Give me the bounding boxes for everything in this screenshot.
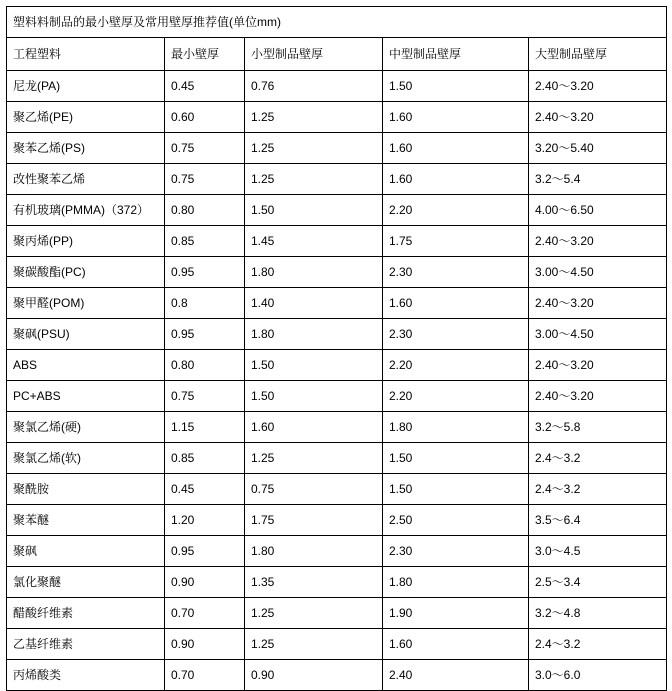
- table-row: [7, 257, 667, 288]
- cell-large: 2.4～3.2: [529, 443, 667, 474]
- cell-min: 0.70: [165, 598, 245, 629]
- table-row: [7, 629, 667, 660]
- cell-large: 3.00～4.50: [529, 257, 667, 288]
- cell-medium: 2.20: [383, 381, 529, 412]
- cell-min: 0.60: [165, 102, 245, 133]
- cell-large: 3.5～6.4: [529, 505, 667, 536]
- cell-small: 1.80: [245, 257, 383, 288]
- table-row: [7, 381, 667, 412]
- table-row: [7, 226, 667, 257]
- table-row: [7, 319, 667, 350]
- cell-material: 聚碳酸酯(PC): [7, 257, 165, 288]
- column-header-material: 工程塑料: [7, 38, 165, 71]
- cell-large: 2.40～3.20: [529, 102, 667, 133]
- table-row: [7, 598, 667, 629]
- cell-min: 0.85: [165, 443, 245, 474]
- cell-small: 0.90: [245, 660, 383, 691]
- cell-material: 乙基纤维素: [7, 629, 165, 660]
- cell-medium: 2.50: [383, 505, 529, 536]
- cell-small: 1.45: [245, 226, 383, 257]
- table-row: [7, 133, 667, 164]
- cell-material: 改性聚苯乙烯: [7, 164, 165, 195]
- table-row: [7, 660, 667, 691]
- cell-material: 氯化聚醚: [7, 567, 165, 598]
- cell-medium: 1.60: [383, 629, 529, 660]
- cell-medium: 1.60: [383, 164, 529, 195]
- page-title: 塑料料制品的最小壁厚及常用壁厚推荐值(单位mm): [7, 7, 667, 38]
- cell-material: 聚乙烯(PE): [7, 102, 165, 133]
- cell-material: 聚砜(PSU): [7, 319, 165, 350]
- cell-material: 聚苯乙烯(PS): [7, 133, 165, 164]
- cell-large: 2.40～3.20: [529, 71, 667, 102]
- wall-thickness-table: [6, 6, 667, 691]
- cell-min: 0.85: [165, 226, 245, 257]
- cell-medium: 1.50: [383, 71, 529, 102]
- cell-min: 0.90: [165, 567, 245, 598]
- cell-small: 0.75: [245, 474, 383, 505]
- table-row: [7, 195, 667, 226]
- cell-large: 3.2～5.8: [529, 412, 667, 443]
- cell-small: 1.25: [245, 102, 383, 133]
- cell-medium: 2.20: [383, 350, 529, 381]
- table-row: [7, 350, 667, 381]
- cell-min: 0.8: [165, 288, 245, 319]
- cell-large: 2.40～3.20: [529, 350, 667, 381]
- cell-material: 聚砜: [7, 536, 165, 567]
- cell-material: 尼龙(PA): [7, 71, 165, 102]
- cell-min: 0.80: [165, 350, 245, 381]
- cell-material: 有机玻璃(PMMA)（372）: [7, 195, 165, 226]
- cell-min: 0.75: [165, 133, 245, 164]
- cell-large: 3.00～4.50: [529, 319, 667, 350]
- table-row: [7, 567, 667, 598]
- cell-min: 0.90: [165, 629, 245, 660]
- column-header-medium-part: 中型制品壁厚: [383, 38, 529, 71]
- cell-min: 0.80: [165, 195, 245, 226]
- cell-medium: 1.75: [383, 226, 529, 257]
- cell-small: 1.80: [245, 319, 383, 350]
- cell-medium: 1.90: [383, 598, 529, 629]
- cell-material: 丙烯酸类: [7, 660, 165, 691]
- cell-min: 0.95: [165, 319, 245, 350]
- cell-large: 2.5～3.4: [529, 567, 667, 598]
- cell-medium: 2.20: [383, 195, 529, 226]
- cell-large: 2.40～3.20: [529, 381, 667, 412]
- cell-large: 3.2～4.8: [529, 598, 667, 629]
- cell-min: 1.15: [165, 412, 245, 443]
- cell-large: 2.4～3.2: [529, 629, 667, 660]
- table-row: [7, 288, 667, 319]
- cell-medium: 2.40: [383, 660, 529, 691]
- cell-small: 1.75: [245, 505, 383, 536]
- cell-min: 1.20: [165, 505, 245, 536]
- cell-large: 3.0～4.5: [529, 536, 667, 567]
- cell-medium: 1.80: [383, 412, 529, 443]
- cell-large: 2.40～3.20: [529, 288, 667, 319]
- table-title-row: [7, 7, 667, 38]
- column-header-min-thickness: 最小壁厚: [165, 38, 245, 71]
- cell-material: 聚丙烯(PP): [7, 226, 165, 257]
- cell-small: 1.40: [245, 288, 383, 319]
- table-row: [7, 505, 667, 536]
- cell-medium: 2.30: [383, 536, 529, 567]
- table-row: [7, 71, 667, 102]
- cell-large: 3.2～5.4: [529, 164, 667, 195]
- cell-large: 3.20～5.40: [529, 133, 667, 164]
- cell-material: ABS: [7, 350, 165, 381]
- cell-small: 1.50: [245, 381, 383, 412]
- table-row: [7, 102, 667, 133]
- cell-small: 1.25: [245, 133, 383, 164]
- cell-min: 0.45: [165, 71, 245, 102]
- cell-small: 1.25: [245, 629, 383, 660]
- cell-large: 4.00～6.50: [529, 195, 667, 226]
- cell-medium: 1.50: [383, 443, 529, 474]
- table-row: [7, 412, 667, 443]
- cell-min: 0.95: [165, 257, 245, 288]
- cell-material: PC+ABS: [7, 381, 165, 412]
- table-row: [7, 443, 667, 474]
- table-body: [7, 71, 667, 691]
- cell-small: 1.35: [245, 567, 383, 598]
- cell-min: 0.75: [165, 381, 245, 412]
- cell-min: 0.70: [165, 660, 245, 691]
- cell-small: 0.76: [245, 71, 383, 102]
- cell-small: 1.50: [245, 195, 383, 226]
- cell-material: 聚甲醛(POM): [7, 288, 165, 319]
- cell-small: 1.50: [245, 350, 383, 381]
- cell-min: 0.45: [165, 474, 245, 505]
- cell-medium: 1.60: [383, 288, 529, 319]
- cell-small: 1.25: [245, 443, 383, 474]
- cell-medium: 2.30: [383, 257, 529, 288]
- cell-medium: 1.50: [383, 474, 529, 505]
- table-header-row: [7, 38, 667, 71]
- cell-large: 3.0～6.0: [529, 660, 667, 691]
- cell-small: 1.60: [245, 412, 383, 443]
- table-row: [7, 536, 667, 567]
- cell-small: 1.25: [245, 598, 383, 629]
- table-row: [7, 164, 667, 195]
- cell-medium: 1.60: [383, 102, 529, 133]
- cell-medium: 1.80: [383, 567, 529, 598]
- table-row: [7, 474, 667, 505]
- cell-material: 聚氯乙烯(软): [7, 443, 165, 474]
- cell-material: 聚苯醚: [7, 505, 165, 536]
- column-header-small-part: 小型制品壁厚: [245, 38, 383, 71]
- cell-medium: 2.30: [383, 319, 529, 350]
- cell-min: 0.75: [165, 164, 245, 195]
- cell-material: 醋酸纤维素: [7, 598, 165, 629]
- cell-small: 1.80: [245, 536, 383, 567]
- cell-large: 2.4～3.2: [529, 474, 667, 505]
- cell-medium: 1.60: [383, 133, 529, 164]
- column-header-large-part: 大型制品壁厚: [529, 38, 667, 71]
- cell-min: 0.95: [165, 536, 245, 567]
- cell-material: 聚酰胺: [7, 474, 165, 505]
- cell-small: 1.25: [245, 164, 383, 195]
- cell-material: 聚氯乙烯(硬): [7, 412, 165, 443]
- cell-large: 2.40～3.20: [529, 226, 667, 257]
